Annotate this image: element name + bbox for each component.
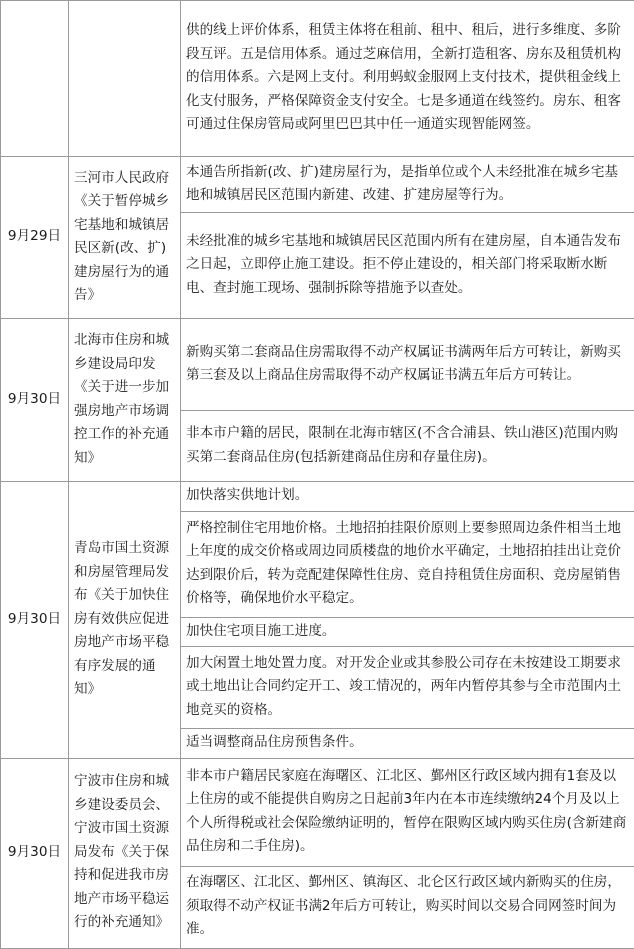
content-cell: 加快住宅项目施工进度。 (181, 617, 634, 647)
content-cell: 在海曙区、江北区、鄞州区、镇海区、北仑区行政区域内新购买的住房，须取得不动产权证书满2年后方可转让，购买时间以交易合同网签时间为准。 (181, 866, 634, 948)
table-row (1, 482, 634, 512)
table-row (1, 319, 634, 411)
table-row (1, 1, 634, 157)
date-cell: 9月29日 (1, 157, 69, 319)
content-cell: 加快落实供地计划。 (181, 482, 634, 512)
content-cell: 非本市户籍的居民，限制在北海市辖区(不含合浦县、铁山港区)范围内购买第二套商品住房(包括新建商品住房和存量住房)。 (181, 411, 634, 482)
content-cell: 新购买第二套商品住房需取得不动产权属证书满两年后方可转让，新购买第三套及以上商品住房需取得不动产权属证书满五年后方可转让。 (181, 319, 634, 411)
issuer-cell: 宁波市住房和城乡建设委员会、宁波市国土资源局发布《关于保持和促进我市房地产市场平稳运行的补充通知》 (69, 758, 181, 948)
date-cell: 9月30日 (1, 482, 69, 759)
issuer-cell (69, 1, 181, 157)
content-cell: 适当调整商品住房预售条件。 (181, 729, 634, 759)
content-cell: 本通告所指新(改、扩)建房屋行为，是指单位或个人未经批准在城乡宅基地和城镇居民区范围内新建、改建、扩建房屋等行为。 (181, 157, 634, 213)
issuer-cell: 三河市人民政府《关于暂停城乡宅基地和城镇居民区新(改、扩)建房屋行为的通告》 (69, 157, 181, 319)
content-cell: 非本市户籍居民家庭在海曙区、江北区、鄞州区行政区域内拥有1套及以上住房的或不能提供自购房之日起前3年内在本市连续缴纳24个月及以上个人所得税或社会保险缴纳证明的，暂停在限购区域内购买住房(含新建商品住房和二手住房)。 (181, 758, 634, 866)
content-cell: 未经批准的城乡宅基地和城镇居民区范围内所有在建房屋，自本通告发布之日起，立即停止施工建设。拒不停止建设的，相关部门将采取断水断电、查封施工现场、强制拆除等措施予以查处。 (181, 213, 634, 319)
table-row (1, 758, 634, 866)
content-cell: 供的线上评价体系，租赁主体将在租前、租中、租后，进行多维度、多阶段互评。五是信用体系。通过芝麻信用，全新打造租客、房东及租赁机构的信用体系。六是网上支付。利用蚂蚁金服网上支付技术，提供租金线上化支付服务，严格保障资金支付安全。七是多通道在线签约。房东、租客可通过住保房管局或阿里巴巴其中任一通道实现智能网签。 (181, 1, 634, 157)
content-cell: 加大闲置土地处置力度。对开发企业或其参股公司存在未按建设工期要求或土地出让合同约定开工、竣工情况的，两年内暂停其参与全市范围内土地竞买的资格。 (181, 647, 634, 729)
content-cell: 严格控制住宅用地价格。土地招拍挂限价原则上要参照周边条件相当土地上年度的成交价格或周边同质楼盘的地价水平确定，土地招拍挂出让竞价达到限价后，转为竞配建保障性住房、竞自持租赁住房面积、竞房屋销售价格等，确保地价水平稳定。 (181, 511, 634, 617)
date-cell: 9月30日 (1, 319, 69, 482)
issuer-cell: 北海市住房和城乡建设局印发《关于进一步加强房地产市场调控工作的补充通知》 (69, 319, 181, 482)
date-cell: 9月30日 (1, 758, 69, 948)
date-cell (1, 1, 69, 157)
table-row (1, 157, 634, 213)
issuer-cell: 青岛市国土资源和房屋管理局发布《关于加快住房有效供应促进房地产市场平稳有序发展的通知》 (69, 482, 181, 759)
